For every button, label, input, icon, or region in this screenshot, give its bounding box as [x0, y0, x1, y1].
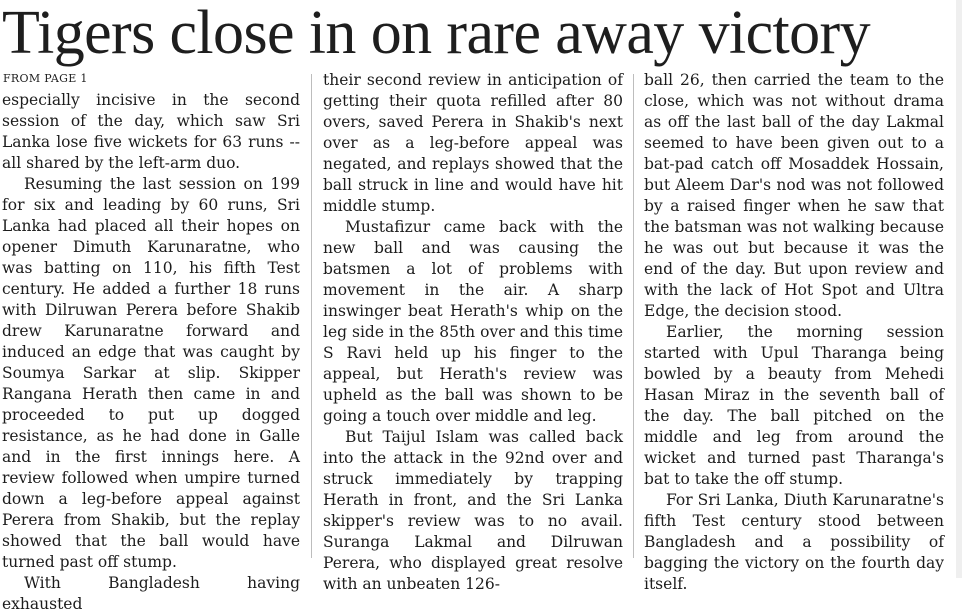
article-column-2	[323, 70, 623, 595]
paragraph: But Taijul Islam was called back into the attack in the 92nd over and struck immediately by trapping Herath in front, and the Sri Lanka skipper's review was to no avail. Suranga Lakmal and Dilruwan Perera, who displayed great resolve with an unbeaten 126-	[323, 428, 623, 593]
paragraph: Earlier, the morning session started with Upul Tharanga being bowled by a beauty from Mehedi Hasan Miraz in the seventh ball of the day. The ball pitched on the middle and leg from around the wicket and turned past Tharanga's bat to take the off stump.	[644, 323, 944, 488]
paragraph: their second review in anticipation of getting their quota refilled after 80 overs, saved Perera in Shakib's next over as a leg-before appeal was negated, and replays showed that the ball struck in line and would have hit middle stump.	[323, 71, 623, 215]
paragraph: Resuming the last session on 199 for six and leading by 60 runs, Sri Lanka had placed all their hopes on opener Dimuth Karunaratne, who was batting on 110, his fifth Test century. He added a further 18 runs with Dilruwan Perera before Shakib drew Karunaratne forward and induced an edge that was caught by Soumya Sarkar at slip. Skipper Rangana Herath then came in and proceeded to put up dogged resistance, as he had done in Galle and in the first innings here. A review followed when umpire turned down a leg-before appeal against Perera from Shakib, but the replay showed that the ball would have turned past off stump.	[2, 175, 300, 571]
article-column-3	[644, 70, 944, 595]
scan-edge	[956, 0, 962, 578]
paragraph: For Sri Lanka, Diuth Karunaratne's fifth Test century stood between Bangladesh and a possibility of bagging the victory on the fourth day itself.	[644, 491, 944, 593]
paragraph: especially incisive in the second session of the day, which saw Sri Lanka lose five wickets for 63 runs -- all shared by the left-arm duo.	[2, 91, 300, 172]
article-column-1	[2, 90, 300, 615]
column-divider	[311, 74, 312, 558]
column-divider	[633, 74, 634, 558]
headline: Tigers close in on rare away victory	[2, 0, 870, 67]
paragraph: Mustafizur came back with the new ball and was causing the batsmen a lot of problems with movement in the air. A sharp inswinger beat Herath's whip on the leg side in the 85th over and this time S Ravi held up his finger to the appeal, but Herath's review was upheld as the ball was shown to be going a touch over middle and leg.	[323, 218, 623, 425]
paragraph: ball 26, then carried the team to the close, which was not without drama as off the last ball of the day Lakmal seemed to have been given out to a bat-pad catch off Mosaddek Hossain, but Aleem Dar's nod was not followed by a raised finger when he saw that the batsman was not walking because he was out but because it was the end of the day. But upon review and with the lack of Hot Spot and Ultra Edge, the decision stood.	[644, 71, 944, 320]
continued-from-label: FROM PAGE 1	[3, 72, 88, 85]
paragraph: With Bangladesh having exhausted	[2, 574, 300, 613]
